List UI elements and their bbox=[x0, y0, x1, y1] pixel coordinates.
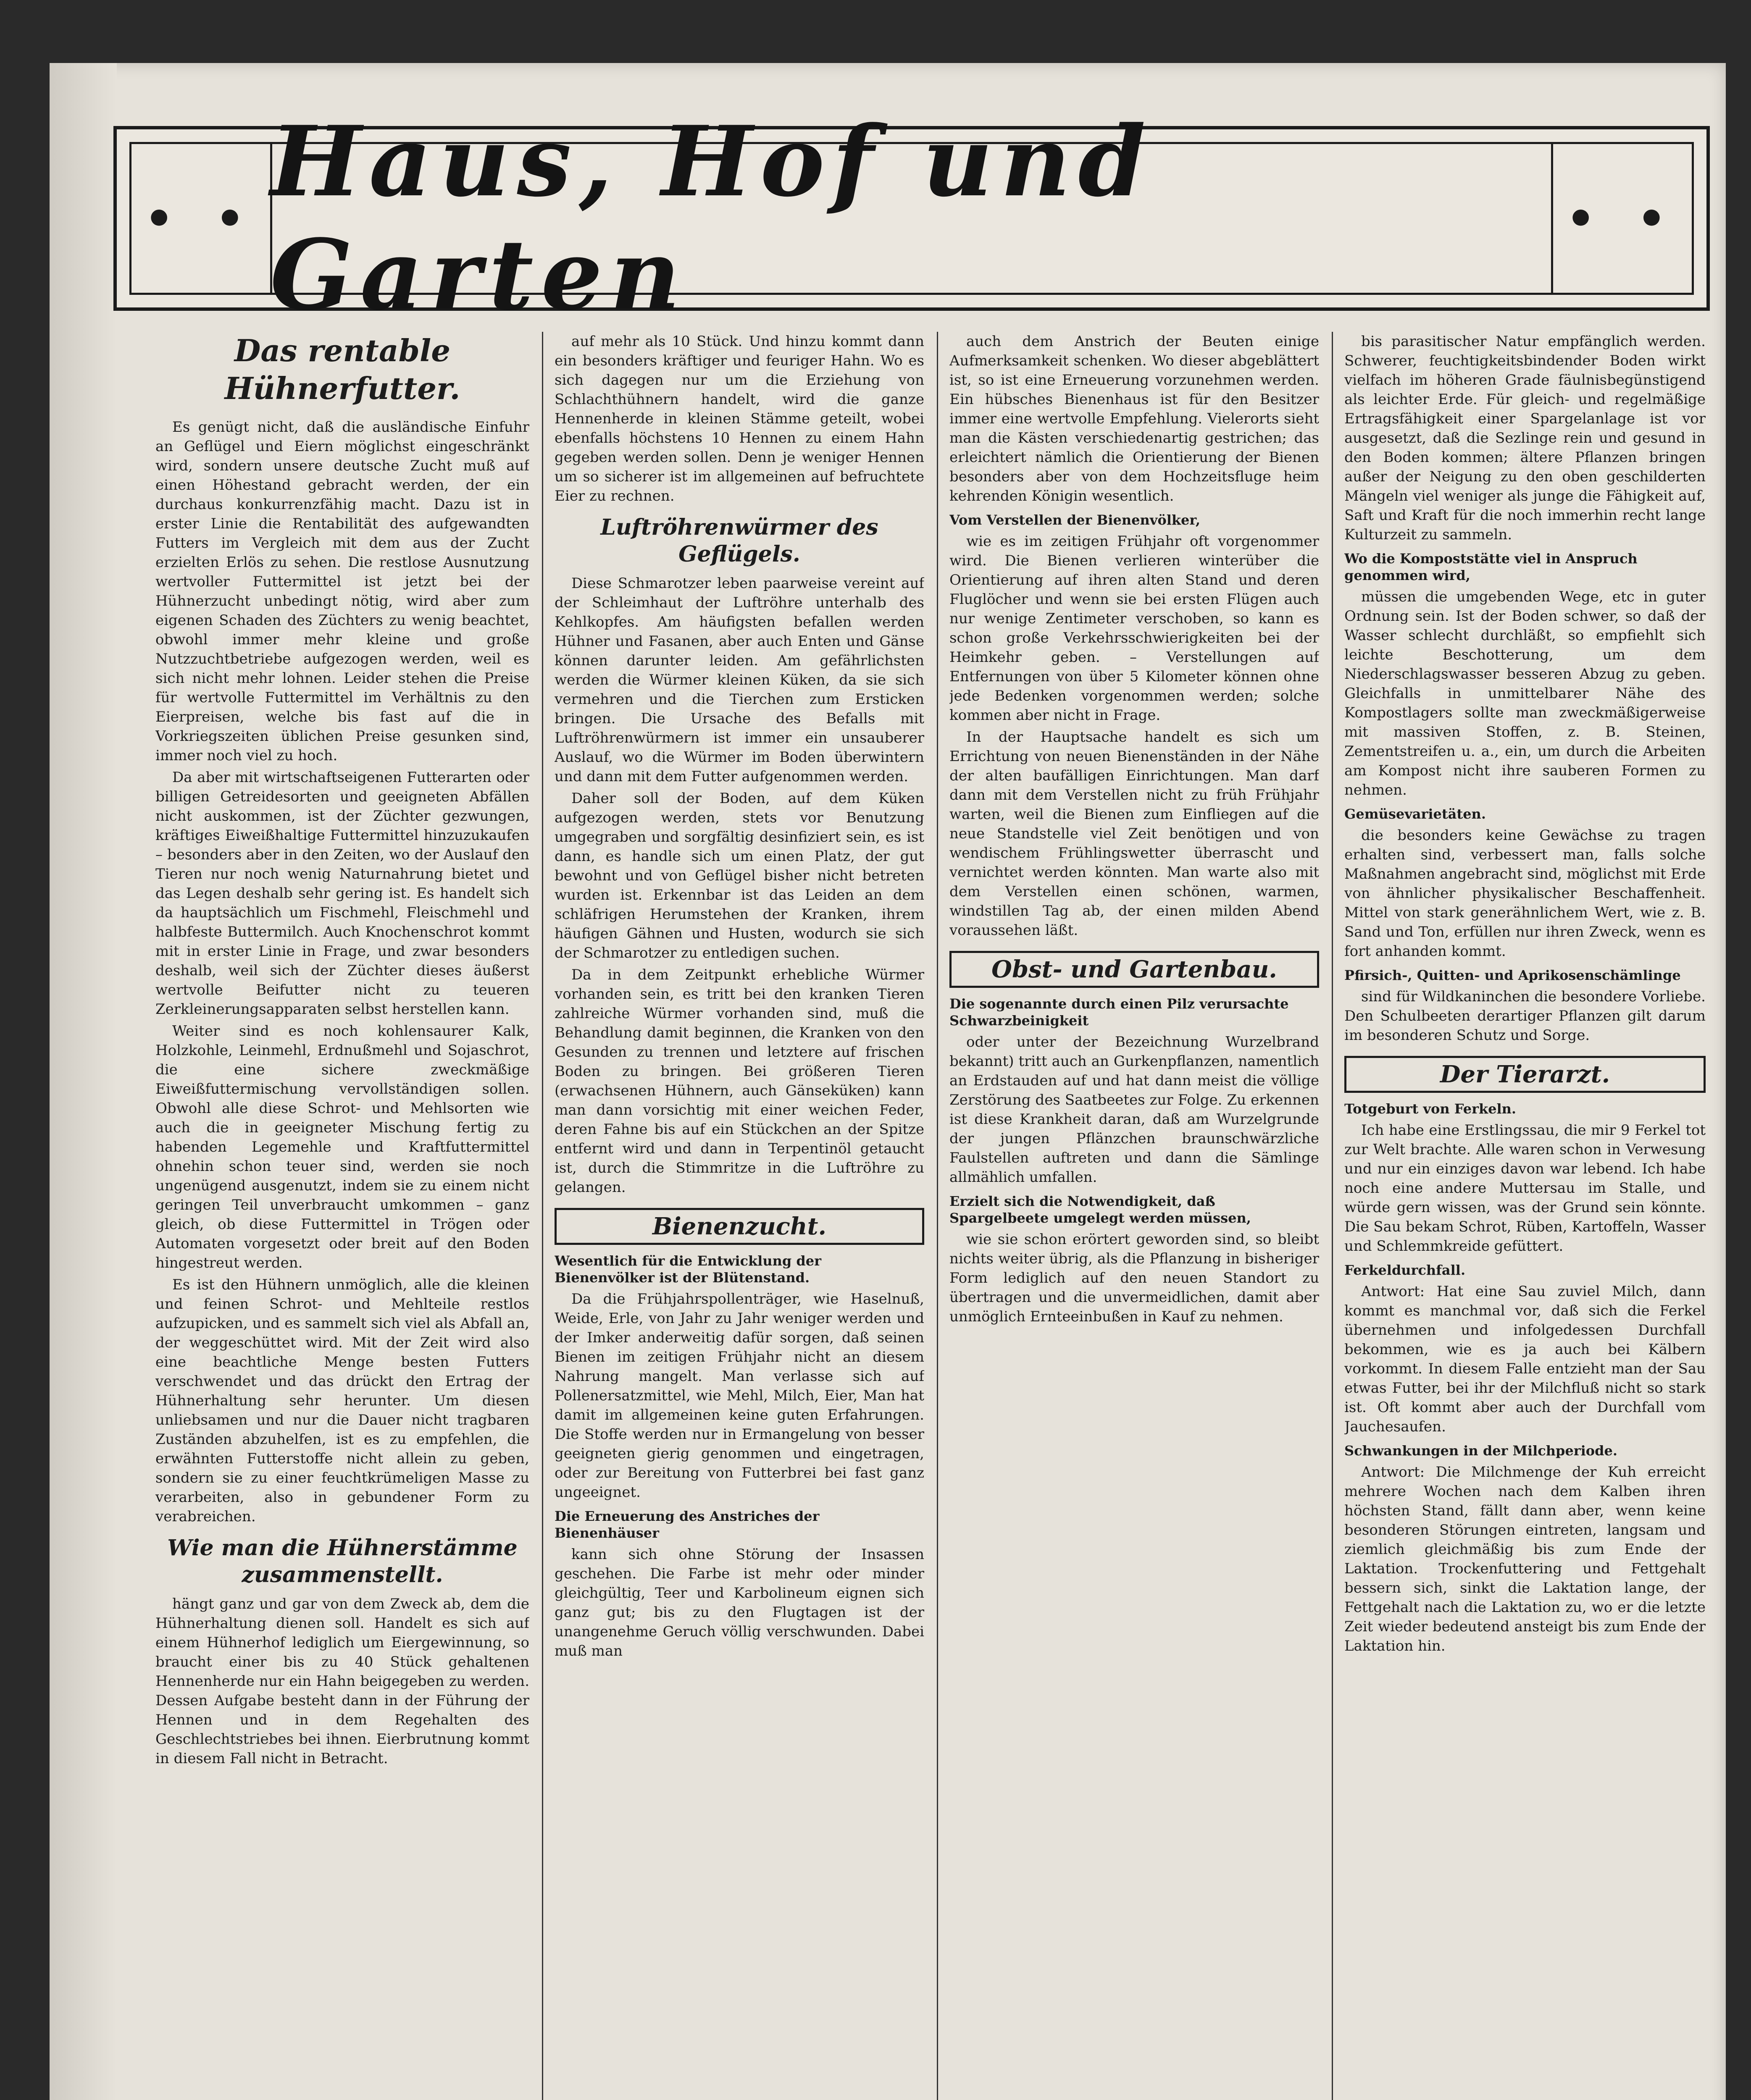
item-heading: Pfirsich-, Quitten- und Aprikosenschämlinge bbox=[1344, 967, 1681, 983]
paragraph: müssen die umgebenden Wege, etc in guter Ordnung sein. Ist der Boden schwer, so daß der Wasser schlecht durchläßt, so empfiehlt sich leichte Beschotterung, um dem Niederschlagswasser besseren Abzug zu geben. Gleichfalls in unmittelbarer Nähe des Kompostlagers sollte man zweckmäßigerweise mit massiven Stoffen, z. B. Steinen, Zementstreifen u. a., ein, um durch die Arbeiten am Kompost nicht ihre sauberen Formen zu nehmen. bbox=[1344, 588, 1706, 798]
item-heading: Totgeburt von Ferkeln. bbox=[1344, 1101, 1517, 1117]
item-heading: Die sogenannte durch einen Pilz verursachte Schwarzbeinigkeit bbox=[949, 996, 1289, 1029]
paragraph: kann sich ohne Störung der Insassen geschehen. Die Farbe ist mehr oder minder gleichgültig, Teer und Karbolineum eignen sich ganz gut; bis zu den Flugtagen ist der unangenehme Geruch völlig verschwunden. Dabei muß man bbox=[555, 1546, 924, 1659]
item-heading: Ferkeldurchfall. bbox=[1344, 1262, 1466, 1278]
paragraph: Da in dem Zeitpunkt erhebliche Würmer vorhanden sein, es tritt bei den kranken Tieren zahlreiche Würmer vorhanden sind, muß die Behandlung damit beginnen, die Kranken von den Gesunden zu trennen und letztere auf frischen Boden zu bringen. Bei größeren Tieren (erwachsenen Hühnern, auch Gänseküken) kann man dann vorsichtig mit einer weichen Feder, deren Fahne bis auf ein Stückchen an der Spitze entfernt wird und dann in Terpentinöl getaucht ist, durch die Stimmritze in die Luftröhre zu gelangen. bbox=[555, 966, 924, 1196]
masthead-right-ornament: • • bbox=[1551, 144, 1692, 293]
column-rule bbox=[542, 332, 543, 2100]
column-rule bbox=[937, 332, 938, 2100]
item-heading: Wesentlich für die Entwicklung der Bienenvölker ist der Blütenstand. bbox=[555, 1253, 821, 1286]
article-subheadline: Luftröhrenwürmer des Geflügels. bbox=[600, 514, 878, 567]
column-2 bbox=[555, 332, 924, 2100]
column-1 bbox=[155, 332, 529, 2100]
paragraph: wie es im zeitigen Frühjahr oft vorgenommer wird. Die Bienen verlieren winterüber die Orientierung auf ihren alten Stand und deren Fluglöcher und wenn sie bei ersten Flügen auch nur wenige Zentimeter verschoben, so kann es schon große Verkehrsschwierigkeiten bei der Heimkehr geben. – Verstellungen auf Entfernungen von über 5 Kilometer können ohne jede Bedenken vorgenommen werden; solche kommen aber nicht in Frage. bbox=[949, 533, 1319, 724]
paragraph: oder unter der Bezeichnung Wurzelbrand bekannt) tritt auch an Gurkenpflanzen, namentlich an Erdstauden auf und hat dann meist die völlige Zerstörung des Saatbeetes zur Folge. Zu erkennen ist diese Krankheit daran, daß am Wurzelgrunde der jungen Pflänzchen braunschwärzliche Faulstellen auftreten und dann die Sämlinge allmählich umfallen. bbox=[949, 1034, 1319, 1186]
column-4 bbox=[1344, 332, 1706, 2100]
item-heading: Erzielt sich die Notwendigkeit, daß Spargelbeete umgelegt werden müssen, bbox=[949, 1193, 1251, 1226]
paragraph: Ich habe eine Erstlingssau, die mir 9 Ferkel tot zur Welt brachte. Alle waren schon in Verwesung und nur ein einziges davon war lebend. Ich habe noch eine andere Muttersau im Stalle, und würde gern wissen, was der Grund sein könnte. Die Sau bekam Schrot, Rüben, Kartoffeln, Wasser und Schlemmkreide gefüttert. bbox=[1344, 1122, 1706, 1255]
paragraph: In der Hauptsache handelt es sich um Errichtung von neuen Bienenständen in der Nähe der alten baufälligen Einrichtungen. Man darf dann mit dem Verstellen nicht zu früh Frühjahr warten, weil die Bienen zum Einfliegen auf die neue Standstelle viel Zeit benötigen und von wendischem Frühlingswetter überrascht und vernichtet werden könnten. Man warte also mit dem Verstellen einen schönen, warmen, windstillen Tag ab, der einen milden Abend voraussehen läßt. bbox=[949, 729, 1319, 939]
paragraph: wie sie schon erörtert geworden sind, so bleibt nichts weiter übrig, als die Pflanzung in bisheriger Form lediglich auf den neuen Standort zu übertragen und die unvermeidlichen, damit aber unmöglich Ernteeinbußen in Kauf zu nehmen. bbox=[949, 1231, 1319, 1325]
masthead-frame bbox=[129, 105, 1694, 332]
section-box-heading: Der Tierarzt. bbox=[1344, 1056, 1706, 1093]
item-heading: Gemüsevarietäten. bbox=[1344, 806, 1486, 822]
paragraph: Da die Frühjahrspollenträger, wie Haselnuß, Weide, Erle, von Jahr zu Jahr weniger werden und der Imker anderweitig dafür sorgen, daß seinen Bienen im zeitigen Frühjahr nicht an diesem Nahrung mangelt. Man verlasse sich auf Pollenersatzmittel, wie Mehl, Milch, Eier, Man hat damit im allgemeinen keine guten Erfahrungen. Die Stoffe werden nur in Ermangelung von besser geeigneten gierig genommen und eingetragen, oder zur Bereitung von Futterbrei bei fast ganz ungeeignet. bbox=[555, 1291, 924, 1501]
paragraph: Da aber mit wirtschaftseigenen Futterarten oder billigen Getreidesorten und geeigneten Abfällen nicht auskommen, ist der Züchter gezwungen, kräftiges Eiweißhaltige Futtermittel hinzuzukaufen – besonders aber in den Zeiten, wo der Auslauf den Tieren nur noch wenig Naturnahrung bietet und das Legen deshalb sehr gering ist. Es handelt sich da hauptsächlich um Fischmehl, Fleischmehl und halbfeste Buttermilch. Auch Knochenschrot kommt mit in erster Linie in Frage, und zwar besonders deshalb, weil sich der Züchter dieses äußerst wertvolle Beifutter nicht zu teueren Zerkleinerungsapparaten selbst herstellen kann. bbox=[155, 769, 529, 1018]
paragraph: Antwort: Die Milchmenge der Kuh erreicht mehrere Wochen nach dem Kalben ihren höchsten Stand, fällt dann aber, wenn keine besonderen Störungen eintreten, langsam und ziemlich gleichmäßig bis zum Ende der Laktation. Trockenfuttering und Fettgehalt bessern sich, sinkt die Laktation lange, der Fettgehalt nach die Laktation zu, wo er die letzte Zeit wieder bedeutend ansteigt bis zum Ende der Laktation hin. bbox=[1344, 1464, 1706, 1654]
page-edge bbox=[50, 63, 117, 2100]
column-3 bbox=[949, 332, 1319, 2100]
article-subheadline: Wie man die Hühnerstämme zusammenstellt. bbox=[167, 1535, 518, 1588]
item-heading: Die Erneuerung des Anstriches der Bienenhäuser bbox=[555, 1508, 820, 1541]
paragraph: die besonders keine Gewächse zu tragen erhalten sind, verbessert man, falls solche Maßnahmen angebracht sind, möglichst mit Erde von ähnlicher physikalischer Beschaffenheit. Mittel von stark generähnlichem Wert, wie z. B. Sand und Ton, erfüllen nur ihren Zweck, wenn es fort anhanden kommt. bbox=[1344, 827, 1706, 960]
section-box-heading: Bienenzucht. bbox=[555, 1208, 924, 1245]
paragraph: Weiter sind es noch kohlensaurer Kalk, Holzkohle, Leinmehl, Erdnußmehl und Sojaschrot, die eine sichere zweckmäßige Eiweißfuttermischung vervollständigen sollen. Obwohl alle diese Schrot- und Mehlsorten wie auch die in geeigneter Mischung fertig zu habenden Legemehle und Kraftfuttermittel ohnehin schon teuer sind, werden sie noch ungenügend ausgenutzt, indem sie zu einem nicht geringen Teil unverbraucht umkommen – ganz gleich, ob diese Futtermittel in Trögen oder Automaten vorgesetzt oder breit auf den Boden hingestreut werden. bbox=[155, 1023, 529, 1271]
column-rule bbox=[1332, 332, 1333, 2100]
section-masthead bbox=[113, 105, 1710, 332]
paragraph: auch dem Anstrich der Beuten einige Aufmerksamkeit schenken. Wo dieser abgeblättert ist, so ist eine Erneuerung vorzunehmen werden. Ein hübsches Bienenhaus ist für den Besitzer immer eine wertvolle Empfehlung. Vielerorts sieht man die Kästen verschiedenartig gestrichen; das erleichtert nämlich die Orientierung der Bienen besonders aber von dem Hochzeitsfluge heim kehrenden Königin wesentlich. bbox=[949, 333, 1319, 504]
article-headline: Das rentable Hühnerfutter. bbox=[224, 333, 460, 406]
masthead-title: Haus, Hof und Garten bbox=[270, 105, 1154, 332]
paragraph: bis parasitischer Natur empfänglich werden. Schwerer, feuchtigkeitsbindender Boden wirkt vielfach im höheren Grade fäulnisbegünstigend als leichter Erde. Für gleich- und regelmäßige Ertragsfähigkeit einer Spargelanlage ist vor ausgesetzt, daß die Sezlinge rein und gesund in den Boden kommen; ältere Pflanzen bringen außer der Neigung zu den oben geschilderten Mängeln viel weniger als junge die Fähigkeit auf, Saft und Kraft für die noch immerhin recht lange Kulturzeit zu sammeln. bbox=[1344, 333, 1706, 543]
masthead-left-ornament: • • bbox=[131, 144, 272, 293]
paragraph: Antwort: Hat eine Sau zuviel Milch, dann kommt es manchmal vor, daß sich die Ferkel übernehmen und infolgedessen Durchfall bekommen, wie es ja auch bei Kälbern vorkommt. In diesem Falle entzieht man der Sau etwas Futter, bei ihr der Milchfluß nicht so stark ist. Oft kommt aber auch der Durchfall vom Jauchesaufen. bbox=[1344, 1283, 1706, 1435]
paragraph: Es genügt nicht, daß die ausländische Einfuhr an Geflügel und Eiern möglichst eingeschränkt wird, sondern unsere deutsche Zucht muß auf einen Höhestand gebracht werden, der ein durchaus konkurrenzfähig macht. Dazu ist in erster Linie die Rentabilität des aufgewandten Futters im Vergleich mit dem aus der Zucht erzielten Erlös zu sehen. Die restlose Ausnutzung wertvoller Futtermittel ist jetzt bei der Hühnerzucht unbedingt nötig, wird aber zum eigenen Schaden des Züchters zu wenig beachtet, obwohl immer mehr kleine und große Nutzzuchtbetriebe aufgezogen werden, weil es sich nicht mehr lohnen. Leider stehen die Preise für wertvolle Futtermittel im Verhältnis zu den Eierpreisen, welche bis fast auf die in Vorkriegszeiten üblichen Preise gesunken sind, immer noch viel zu hoch. bbox=[155, 419, 529, 764]
item-heading: Vom Verstellen der Bienenvölker, bbox=[949, 512, 1201, 528]
paragraph: Daher soll der Boden, auf dem Küken aufgezogen werden, stets vor Benutzung umgegraben und sorgfältig desinfiziert sein, es ist dann, es handle sich um einen Platz, der gut bewohnt und von Geflügel bisher nicht betreten wurden ist. Erkennbar ist das Leiden an dem schläfrigen Herumstehen der Kranken, ihrem häufigen Gähnen und Husten, wodurch sie sich der Schmarotzer zu entledigen suchen. bbox=[555, 790, 924, 961]
paragraph: hängt ganz und gar von dem Zweck ab, dem die Hühnerhaltung dienen soll. Handelt es sich auf einem Hühnerhof lediglich um Eiergewinnung, so braucht einer bis zu 40 Stück gehaltenen Hennenherde nur ein Hahn beigegeben zu werden. Dessen Aufgabe besteht dann in der Führung der Hennen und in dem Regehalten des Geschlechtstriebes bei ihnen. Eierbrutnung kommt in diesem Fall nicht in Betracht. bbox=[155, 1596, 529, 1767]
item-heading: Wo die Kompoststätte viel in Anspruch genommen wird, bbox=[1344, 551, 1638, 583]
paragraph: Diese Schmarotzer leben paarweise vereint auf der Schleimhaut der Luftröhre unterhalb des Kehlkopfes. Am häufigsten befallen werden Hühner und Fasanen, aber auch Enten und Gänse können darunter leiden. Am gefährlichsten werden die Würmer kleinen Küken, da sie sich vermehren und die Tierchen zum Ersticken bringen. Die Ursache des Befalls mit Luftröhrenwürmern ist immer ein unsauberer Auslauf, wo die Würmer im Boden überwintern und dann mit dem Futter aufgenommen werden. bbox=[555, 575, 924, 785]
item-heading: Schwankungen in der Milchperiode. bbox=[1344, 1443, 1617, 1459]
paragraph: auf mehr als 10 Stück. Und hinzu kommt dann ein besonders kräftiger und feuriger Hahn. Wo es sich dagegen nur um die Erziehung von Schlachthühnern handelt, wird die ganze Hennenherde in kleinen Stämme geteilt, wobei ebenfalls höchstens 10 Hennen zu einem Hahn gegeben werden sollen. Denn je weniger Hennen um so sicherer ist im allgemeinen auf befruchtete Eier zu rechnen. bbox=[555, 333, 924, 504]
paragraph: sind für Wildkaninchen die besondere Vorliebe. Den Schulbeeten derartiger Pflanzen gilt darum im besonderen Schutz und Sorge. bbox=[1344, 988, 1706, 1044]
section-box-heading: Obst- und Gartenbau. bbox=[949, 951, 1319, 988]
paragraph: Es ist den Hühnern unmöglich, alle die kleinen und feinen Schrot- und Mehlteile restlos aufzupicken, und es sammelt sich viel als Abfall an, der weggeschüttet wird. Mit der Zeit wird also eine beachtliche Menge besten Futters verschwendet und das drückt den Ertrag der Hühnerhaltung sehr herunter. Um diesen unliebsamen und nur die Dauer nicht tragbaren Zuständen abzuhelfen, ist es zu empfehlen, die erwähnten Futterstoffe nicht allein zu geben, sondern sie zu einer feuchtkrümeligen Masse zu verarbeiten, also in gebundener Form zu verabreichen. bbox=[155, 1276, 529, 1525]
